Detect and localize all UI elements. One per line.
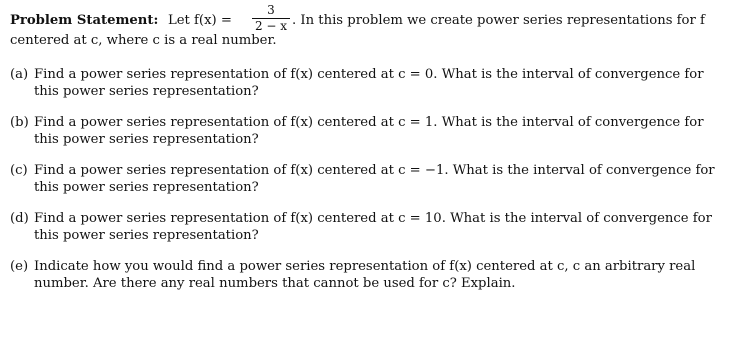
part-text-line-1: Indicate how you would find a power series representation of f(x) centered at c, c an arbitrary real	[34, 259, 696, 274]
problem-part-d	[10, 210, 712, 244]
part-text-line-2: this power series representation?	[34, 84, 259, 99]
part-text-line-1: Find a power series representation of f(x) centered at c = 0. What is the interval of convergence for	[34, 67, 704, 82]
problem-part-b	[10, 114, 704, 148]
part-label: (b)	[10, 115, 29, 130]
part-text-line-2: this power series representation?	[34, 132, 259, 147]
problem-statement	[10, 3, 715, 306]
part-text-line-2: number. Are there any real numbers that cannot be used for c? Explain.	[34, 276, 516, 291]
fraction-denominator: 2 − x	[254, 19, 288, 33]
problem-parts	[10, 66, 715, 292]
part-label: (e)	[10, 259, 29, 274]
part-text-line-2: this power series representation?	[34, 180, 259, 195]
part-text-line-1: Find a power series representation of f(x) centered at c = 10. What is the interval of convergence for	[34, 211, 712, 226]
part-text-line-2: this power series representation?	[34, 228, 259, 243]
part-label: (d)	[10, 211, 29, 226]
problem-part-c	[10, 162, 715, 196]
part-text-line-1: Find a power series representation of f(x) centered at c = 1. What is the interval of convergence for	[34, 115, 704, 130]
intro-line-1	[10, 3, 710, 33]
intro-text-before-fraction: Let f(x) =	[168, 13, 232, 28]
intro-line-2: centered at c, where c is a real number.	[10, 33, 277, 48]
function-fraction	[246, 4, 296, 33]
part-label: (a)	[10, 67, 29, 82]
part-text-line-1: Find a power series representation of f(x) centered at c = −1. What is the interval of convergence for	[34, 163, 715, 178]
intro-text-after-fraction: . In this problem we create power series representations for f	[292, 13, 705, 28]
problem-part-a	[10, 66, 704, 100]
part-label: (c)	[10, 163, 28, 178]
fraction-numerator: 3	[267, 3, 275, 17]
problem-part-e	[10, 258, 696, 292]
problem-heading: Problem Statement:	[10, 13, 159, 28]
